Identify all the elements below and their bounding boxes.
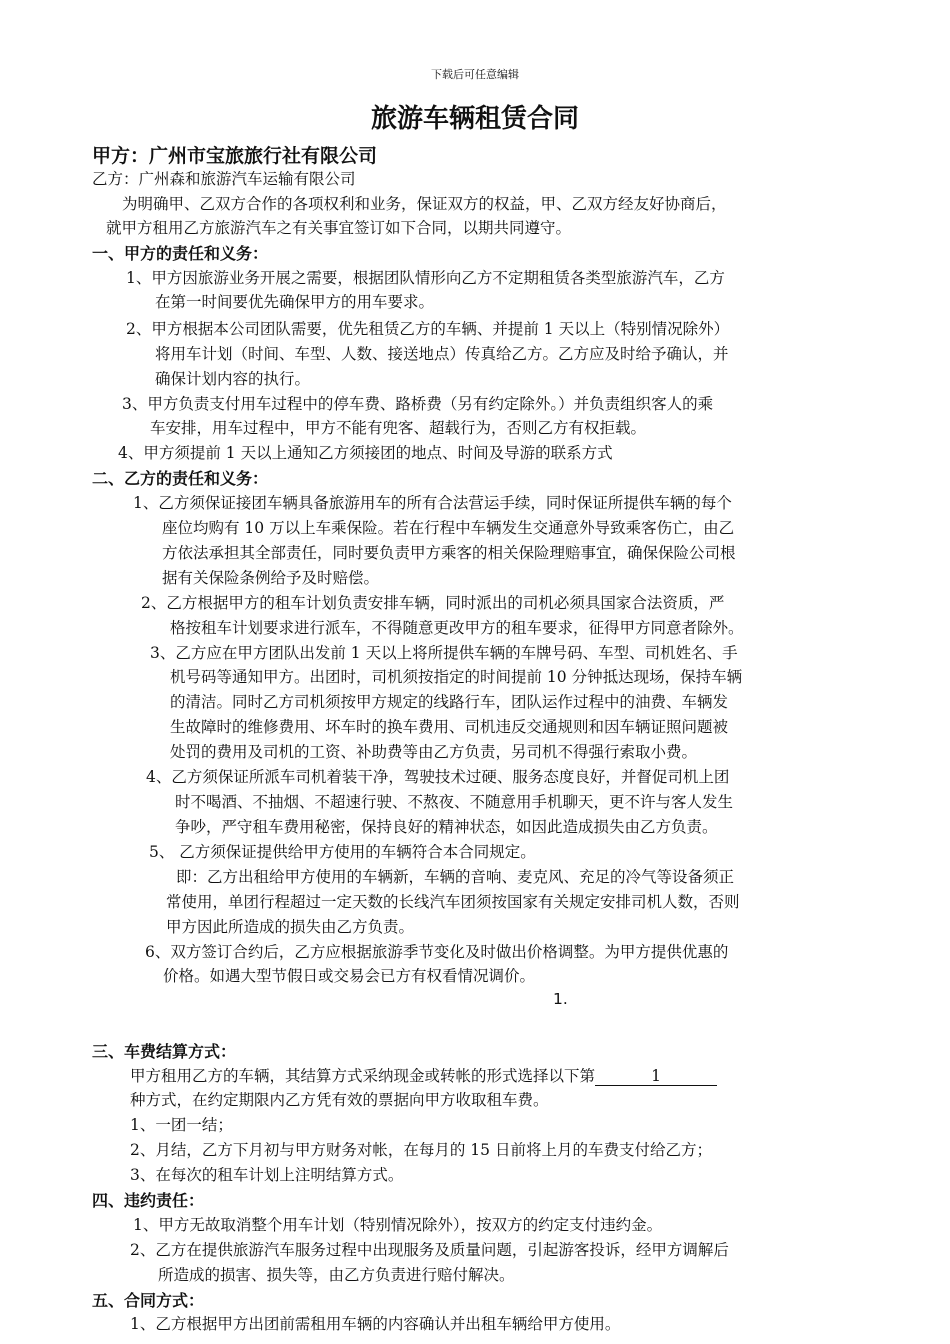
intro-line: 就甲方租用乙方旅游汽车之有关事宜签订如下合同，以期共同遵守。	[106, 219, 572, 237]
section-2-line: 5、 乙方须保证提供给甲方使用的车辆符合本合同规定。	[149, 843, 536, 861]
section-2-line: 处罚的费用及司机的工资、补助费等由乙方负责，另司机不得强行索取小费。	[170, 743, 698, 761]
section-2-line: 的清洁。同时乙方司机须按甲方规定的线路行车，团队运作过程中的油费、车辆发	[170, 693, 729, 711]
section-2-line: 座位均购有 10 万以上车乘保险。若在行程中车辆发生交通意外导致乘客伤亡，由乙	[162, 519, 735, 537]
document-title: 旅游车辆租赁合同	[370, 104, 579, 134]
section-2-line: 价格。如遇大型节假日或交易会已方有权看情况调价。	[163, 967, 536, 985]
section-1-line: 3、甲方负责支付用车过程中的停车费、路桥费（另有约定除外。）并负责组织客人的乘	[122, 395, 714, 413]
section-3-line: 3、在每次的租车计划上注明结算方式。	[130, 1166, 404, 1184]
section-5-line: 1、乙方根据甲方出团前需租用车辆的内容确认并出租车辆给甲方使用。	[130, 1315, 621, 1333]
section-3-line	[130, 1064, 717, 1086]
page-number: 1.	[553, 990, 568, 1008]
party-b: 乙方：广州森和旅游汽车运输有限公司	[92, 170, 356, 188]
section-1-line: 将用车计划（时间、车型、人数、接送地点）传真给乙方。乙方应及时给予确认，并	[155, 345, 729, 363]
party-a: 甲方：广州市宝旅旅行社有限公司	[92, 145, 378, 167]
section-2-line: 即：乙方出租给甲方使用的车辆新，车辆的音响、麦克风、充足的冷气等设备须正	[176, 868, 735, 886]
section-2-line: 2、乙方根据甲方的租车计划负责安排车辆，同时派出的司机必须具国家合法资质，严	[141, 594, 725, 612]
section-1-line: 4、甲方须提前 1 天以上通知乙方须接团的地点、时间及导游的联系方式	[118, 444, 613, 462]
section-2-line: 格按租车计划要求进行派车，不得随意更改甲方的租车要求，征得甲方同意者除外。	[170, 619, 744, 637]
section-4-line: 2、乙方在提供旅游汽车服务过程中出现服务及质量问题，引起游客投诉，经甲方调解后	[130, 1241, 729, 1259]
section-2-line: 据有关保险条例给予及时赔偿。	[162, 569, 380, 587]
section-4-line: 所造成的损害、损失等，由乙方负责进行赔付解决。	[158, 1266, 515, 1284]
intro-line: 为明确甲、乙双方合作的各项权利和业务，保证双方的权益，甲、乙双方经友好协商后，	[122, 195, 727, 213]
section-2-line: 3、乙方应在甲方团队出发前 1 天以上将所提供车辆的车牌号码、车型、司机姓名、手	[150, 644, 738, 662]
section-2-line: 甲方因此所造成的损失由乙方负责。	[166, 918, 415, 936]
section-2-line: 争吵，严守租车费用秘密，保持良好的精神状态，如因此造成损失由乙方负责。	[175, 818, 718, 836]
section-3-line: 2、月结，乙方下月初与甲方财务对帐，在每月的 15 日前将上月的车费支付给乙方；	[130, 1141, 712, 1159]
section-1-line: 在第一时间要优先确保甲方的用车要求。	[155, 293, 435, 311]
section-2-line: 时不喝酒、不抽烟、不超速行驶、不熬夜、不随意用手机聊天，更不许与客人发生	[175, 793, 734, 811]
section-1-line: 确保计划内容的执行。	[155, 370, 311, 388]
settlement-choice-blank: 1	[595, 1068, 717, 1086]
section-2-line: 机号码等通知甲方。出团时，司机须按指定的时间提前 10 分钟抵达现场，保持车辆	[170, 668, 743, 686]
section-2-line: 4、乙方须保证所派车司机着装干净，驾驶技术过硬、服务态度良好，并督促司机上团	[146, 768, 730, 786]
section-1-line: 1、甲方因旅游业务开展之需要，根据团队情形向乙方不定期租赁各类型旅游汽车，乙方	[126, 269, 725, 287]
section-2-line: 生故障时的维修费用、坏车时的换车费用、司机违反交通规则和因车辆证照问题被	[170, 718, 729, 736]
section-2-line: 6、双方签订合约后，乙方应根据旅游季节变化及时做出价格调整。为甲方提供优惠的	[145, 943, 729, 961]
section-2-line: 常使用，单团行程超过一定天数的长线汽车团须按国家有关规定安排司机人数，否则	[166, 893, 740, 911]
section-1-line: 2、甲方根据本公司团队需要，优先租赁乙方的车辆、并提前 1 天以上（特别情况除外）	[126, 320, 730, 338]
section-5-heading: 五、合同方式：	[92, 1291, 205, 1310]
settlement-text: 甲方租用乙方的车辆，其结算方式采纳现金或转帐的形式选择以下第	[130, 1067, 596, 1085]
section-4-heading: 四、违约责任：	[92, 1191, 205, 1210]
page-header-note: 下载后可任意编辑	[431, 68, 519, 81]
section-1-line: 车安排，用车过程中，甲方不能有兜客、超载行为，否则乙方有权拒载。	[150, 419, 647, 437]
section-3-line: 1、一团一结；	[130, 1116, 233, 1134]
section-3-heading: 三、车费结算方式：	[92, 1042, 237, 1061]
section-2-line: 方依法承担其全部责任，同时要负责甲方乘客的相关保险理赔事宜，确保保险公司根	[162, 544, 736, 562]
section-2-line: 1、乙方须保证接团车辆具备旅游用车的所有合法营运手续，同时保证所提供车辆的每个	[133, 494, 732, 512]
section-3-line: 种方式，在约定期限内乙方凭有效的票据向甲方收取租车费。	[130, 1091, 549, 1109]
section-4-line: 1、甲方无故取消整个用车计划（特别情况除外），按双方的约定支付违约金。	[133, 1216, 663, 1234]
section-1-heading: 一、甲方的责任和义务：	[92, 244, 269, 263]
section-2-heading: 二、乙方的责任和义务：	[92, 469, 269, 488]
